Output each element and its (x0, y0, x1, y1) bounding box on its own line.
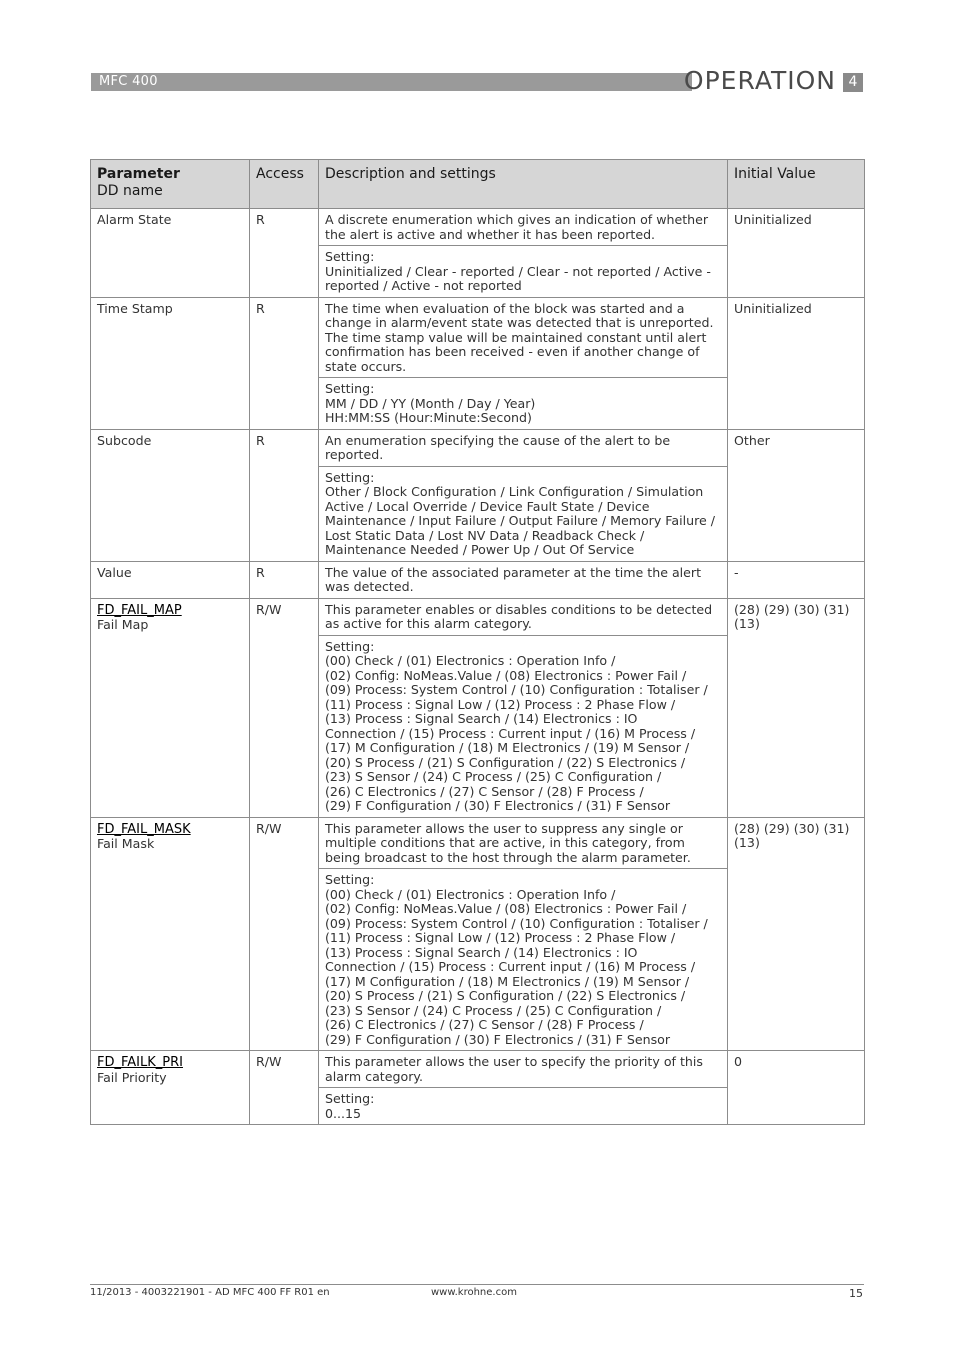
description-cell: This parameter allows the user to specify the priority of this alarm category. (319, 1051, 728, 1088)
table-row (91, 817, 865, 869)
initial-value-cell: (28) (29) (30) (31) (13) (728, 817, 865, 1051)
header-access: Access (250, 160, 319, 209)
product-name: MFC 400 (99, 74, 158, 89)
table-row (91, 598, 865, 635)
param-name-cell (91, 561, 250, 598)
param-name: Time Stamp (97, 300, 173, 316)
param-name: Subcode (97, 432, 152, 448)
description-cell: A discrete enumeration which gives an indication of whether the alert is active and whether it has been reported. (319, 209, 728, 246)
header-bar (91, 73, 692, 91)
param-name-cell (91, 817, 250, 1051)
param-name-cell (91, 209, 250, 298)
header-parameter-label: Parameter (97, 166, 180, 182)
description-cell: The value of the associated parameter at the time the alert was detected. (319, 561, 728, 598)
setting-cell: Setting: Other / Block Configuration / Link Configuration / Simulation Active / Local Override / Device Fault State / Device Maintenance / Input Failure / Output Failure / Memory Failure / Lost Static Data / Lost NV Data / Readback Check / Maintenance Needed / Power Up / Out Of Service (319, 466, 728, 561)
initial-value-cell: Uninitialized (728, 297, 865, 429)
param-name: FD_FAIL_MAP (97, 602, 182, 618)
table-header-row (91, 160, 865, 209)
footer-website: www.krohne.com (431, 1287, 517, 1298)
initial-value-cell: (28) (29) (30) (31) (13) (728, 598, 865, 817)
initial-value-cell: 0 (728, 1051, 865, 1125)
setting-cell: Setting: Uninitialized / Clear - reported / Clear - not reported / Active - reported / Active - not reported (319, 246, 728, 298)
access-cell: R (250, 561, 319, 598)
param-dd-name: Fail Mask (97, 836, 155, 851)
setting-cell: Setting: MM / DD / YY (Month / Day / Year) HH:MM:SS (Hour:Minute:Second) (319, 378, 728, 430)
access-cell: R/W (250, 817, 319, 1051)
initial-value-cell: Other (728, 429, 865, 561)
parameter-table (90, 159, 865, 1125)
param-name: Alarm State (97, 212, 172, 227)
table-row (91, 209, 865, 246)
param-dd-name: Fail Map (97, 617, 149, 632)
param-name: FD_FAIL_MASK (97, 821, 191, 837)
header-ddname-label: DD name (97, 183, 163, 199)
param-name-cell (91, 598, 250, 817)
param-name-cell (91, 1051, 250, 1125)
description-cell: An enumeration specifying the cause of the alert to be reported. (319, 429, 728, 466)
table-row (91, 561, 865, 598)
table-row (91, 1051, 865, 1088)
header-initial-value: Initial Value (728, 160, 865, 209)
section-title: OPERATION (683, 66, 836, 95)
access-cell: R (250, 209, 319, 298)
param-name-cell (91, 429, 250, 561)
table-row (91, 429, 865, 466)
footer-divider (90, 1284, 864, 1285)
param-dd-name: Fail Priority (97, 1069, 167, 1085)
initial-value-cell: - (728, 561, 865, 598)
access-cell: R (250, 429, 319, 561)
footer-page-number: 15 (849, 1287, 863, 1300)
setting-cell: Setting: (00) Check / (01) Electronics : Operation Info / (02) Config: NoMeas.Value / (08) Electronics : Power Fail / (09) Process: System Control / (10) Configuration : Totaliser / (11) Process : Signal Low / (12) Process : 2 Phase Flow / (13) Process : Signal Search / (14) Electronics : IO Connection / (15) Process : Current input / (16) M Process / (17) M Configuration / (18) M Electronics / (19) M Sensor / (20) S Process / (21) S Configuration / (22) S Electronics / (23) S Sensor / (24) C Process / (25) C Configuration / (26) C Electronics / (27) C Sensor / (28) F Process / (29) F Configuration / (30) F Electronics / (31) F Sensor (319, 635, 728, 817)
table-row (91, 297, 865, 378)
access-cell: R/W (250, 1051, 319, 1125)
header-parameter (91, 160, 250, 209)
description-cell: This parameter enables or disables conditions to be detected as active for this alarm category. (319, 598, 728, 635)
param-name: Value (97, 564, 132, 580)
header-description: Description and settings (319, 160, 728, 209)
access-cell: R/W (250, 598, 319, 817)
access-cell: R (250, 297, 319, 429)
description-cell: The time when evaluation of the block was started and a change in alarm/event state was detected that is unreported. The time stamp value will be maintained constant until alert confirmation has been received - even if another change of state occurs. (319, 297, 728, 378)
setting-cell: Setting: (00) Check / (01) Electronics : Operation Info / (02) Config: NoMeas.Value / (08) Electronics : Power Fail / (09) Process: System Control / (10) Configuration : Totaliser / (11) Process : Signal Low / (12) Process : 2 Phase Flow / (13) Process : Signal Search / (14) Electronics : IO Connection / (15) Process : Current input / (16) M Process / (17) M Configuration / (18) M Electronics / (19) M Sensor / (20) S Process / (21) S Configuration / (22) S Electronics / (23) S Sensor / (24) C Process / (25) C Configuration / (26) C Electronics / (27) C Sensor / (28) F Process / (29) F Configuration / (30) F Electronics / (31) F Sensor (319, 869, 728, 1051)
footer-doc-ref: 11/2013 - 4003221901 - AD MFC 400 FF R01 en (90, 1287, 330, 1298)
setting-cell: Setting: 0...15 (319, 1088, 728, 1125)
param-name: FD_FAILK_PRI (97, 1055, 183, 1070)
initial-value-cell: Uninitialized (728, 209, 865, 298)
description-cell: This parameter allows the user to suppress any single or multiple conditions that are active, in this category, from being broadcast to the host through the alarm parameter. (319, 817, 728, 869)
param-name-cell (91, 297, 250, 429)
chapter-badge: 4 (843, 73, 863, 92)
